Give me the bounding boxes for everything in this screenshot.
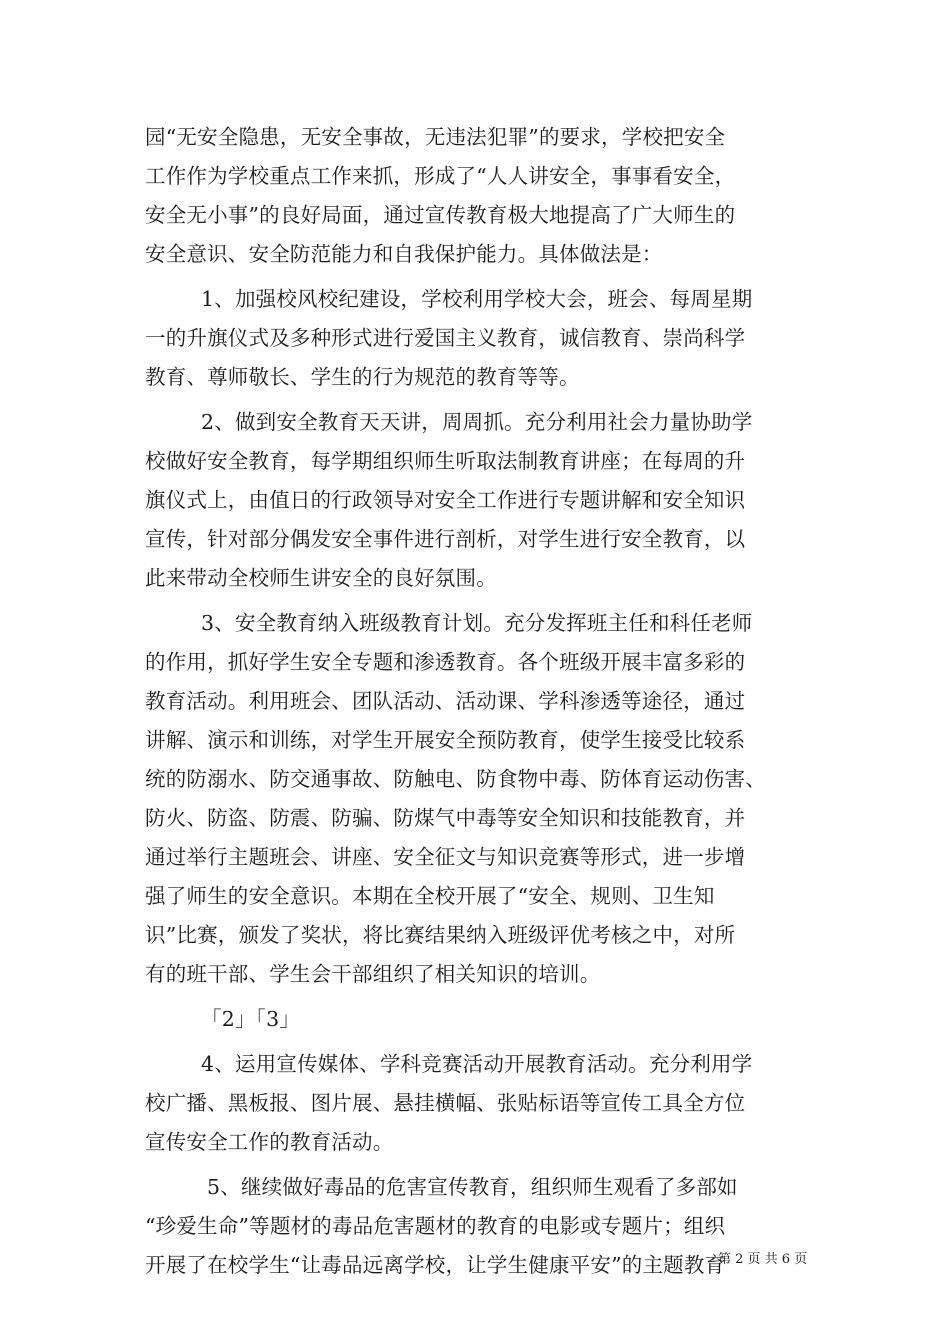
text-line: 安全无小事”的良好局面，通过宣传教育极大地提高了广大师生的	[145, 203, 736, 227]
paragraph-5-start: 5、继续做好毒品的危害宣传教育，组织师生观看了多部如	[207, 1175, 738, 1199]
text-line: 安全意识、安全防范能力和自我保护能力。具体做法是：	[145, 242, 663, 266]
text-line: 一的升旗仪式及多种形式进行爱国主义教育，诚信教育、崇尚科学	[145, 326, 746, 350]
text-line: 开展了在校学生“让毒品远离学校，让学生健康平安”的主题教育	[145, 1253, 726, 1277]
text-line: 校做好安全教育，每学期组织师生听取法制教育讲座；在每周的升	[145, 449, 746, 473]
text-line: 此来带动全校师生讲安全的良好氛围。	[145, 566, 497, 590]
text-line: 校广播、黑板报、图片展、悬挂横幅、张贴标语等宣传工具全方位	[145, 1091, 746, 1115]
paragraph-4-start: 4、运用宣传媒体、学科竞赛活动开展教育活动。充分利用学	[201, 1052, 753, 1076]
text-line: 讲解、演示和训练，对学生开展安全预防教育，使学生接受比较系	[145, 728, 746, 752]
text-line: 统的防溺水、防交通事故、防触电、防食物中毒、防体育运动伤害、	[145, 767, 766, 791]
paragraph-3-start: 3、安全教育纳入班级教育计划。充分发挥班主任和科任老师	[201, 611, 753, 635]
document-body	[145, 118, 825, 1285]
text-line: 有的班干部、学生会干部组织了相关知识的培训。	[145, 962, 601, 986]
text-line: 园“无安全隐患，无安全事故，无违法犯罪”的要求，学校把安全	[145, 125, 726, 149]
text-line: 的作用，抓好学生安全专题和渗透教育。各个班级开展丰富多彩的	[145, 650, 746, 674]
text-line: 工作作为学校重点工作来抓，形成了“人人讲安全，事事看安全，	[145, 164, 736, 188]
reference-marks: 「2」「3」	[201, 1007, 301, 1031]
text-line: 防火、防盗、防震、防骗、防煤气中毒等安全知识和技能教育，并	[145, 806, 746, 830]
text-line: 教育、尊师敬长、学生的行为规范的教育等等。	[145, 365, 580, 389]
page-number: 第 2 页 共 6 页	[718, 1252, 808, 1267]
paragraph-2-start: 2、做到安全教育天天讲，周周抓。充分利用社会力量协助学	[201, 410, 753, 434]
text-line: 教育活动。利用班会、团队活动、活动课、学科渗透等途径，通过	[145, 689, 746, 713]
text-line: 识”比赛，颁发了奖状，将比赛结果纳入班级评优考核之中，对所	[145, 923, 736, 947]
text-line: 通过举行主题班会、讲座、安全征文与知识竞赛等形式，进一步增	[145, 845, 746, 869]
text-line: “珍爱生命”等题材的毒品危害题材的教育的电影或专题片；组织	[145, 1214, 726, 1238]
text-line: 旗仪式上，由值日的行政领导对安全工作进行专题讲解和安全知识	[145, 488, 746, 512]
paragraph-1-start: 1、加强校风校纪建设，学校利用学校大会，班会、每周星期	[201, 287, 753, 311]
text-line: 强了师生的安全意识。本期在全校开展了“安全、规则、卫生知	[145, 884, 715, 908]
text-line: 宣传，针对部分偶发安全事件进行剖析，对学生进行安全教育，以	[145, 527, 746, 551]
text-line: 宣传安全工作的教育活动。	[145, 1130, 394, 1154]
